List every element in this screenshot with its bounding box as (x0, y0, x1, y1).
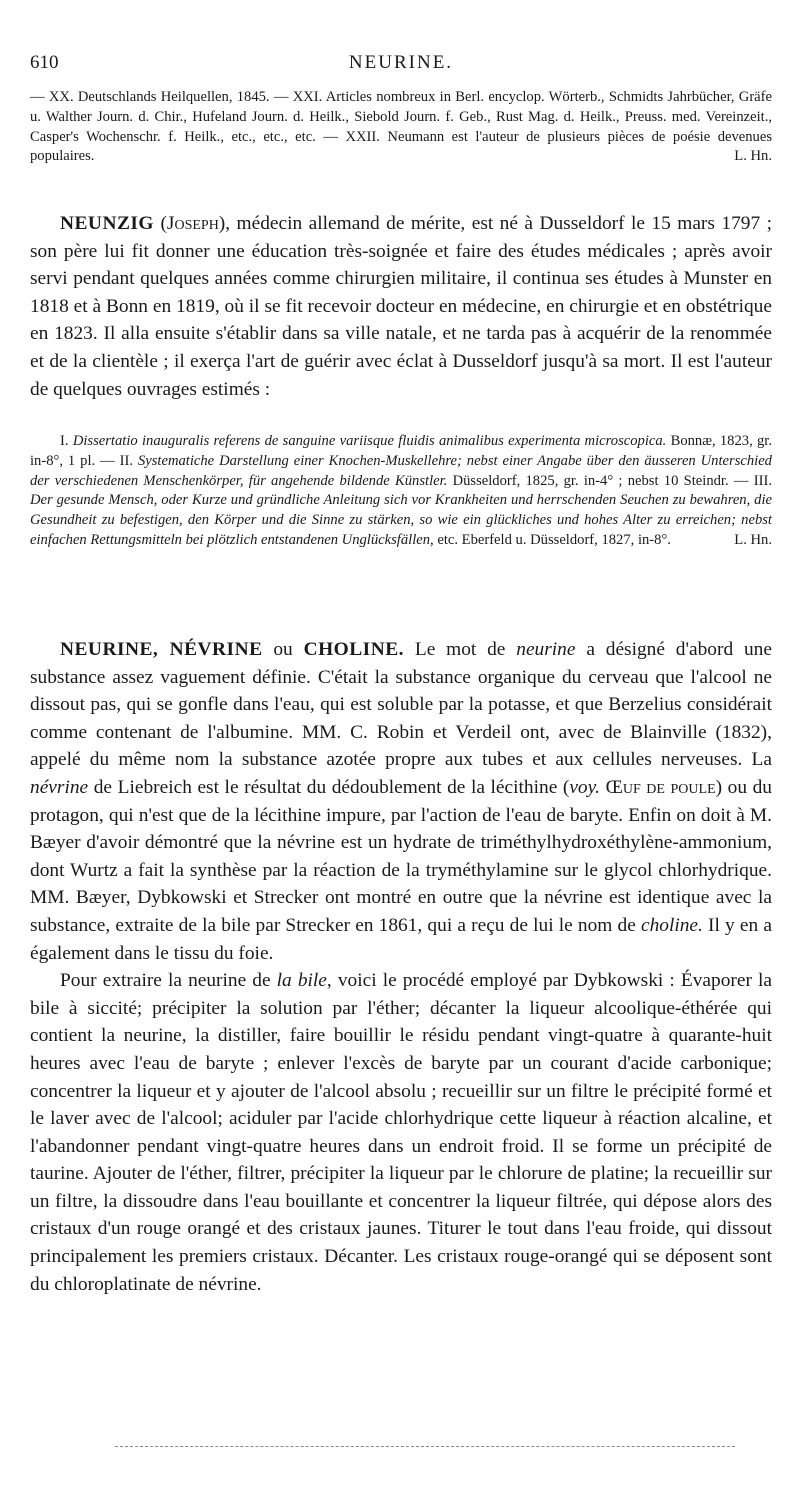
neurine-text: Pour extraire la neurine de (60, 970, 271, 992)
work-2-number: — II. (100, 452, 134, 469)
work-3-publication: etc. Eberfeld u. Düsseldorf, 1827, in-8°. (437, 531, 671, 548)
work-1-title: Dissertatio inauguralis referens de sanguine variisque fluidis animalibus experimenta microscopica. (72, 433, 667, 449)
work-3-title: Der gesunde Mensch, oder Kurze und gründliche Anleitung sich vor Krankheiten und herrschenden Seuchen zu bewahren, die Gesundheit zu befestigen, den Körper und die Sinne zu stärken, so wie ein glückliches und hohes Alter zu erreichen; nebst einfachen Rettungsmitteln bei plötzlich entstandenen Unglücksfällen, (30, 492, 772, 548)
headword-neurine: NEURINE, NÉVRINE (60, 639, 263, 660)
neurine-text: Le mot de (414, 639, 506, 660)
neurine-text: Il y en a également dans le tissu du foie. (30, 914, 772, 964)
neurine-text: ) ou du protagon, qui n'est que de la lécithine impure, par l'action de l'eau de baryte. Enfin on doit à M. Bæyer d'avoir démontré que la névrine est un hydrate de triméthylhydroxéthylène-ammonium, dont Wurtz a fait la synthèse par la réaction de la tryméthylamine sur le glycol chlorhydrique. MM. Bæyer, Dybkowski et Strecker ont montré en outre que la névrine est identique avec la substance, extraite de la bile par Strecker en 1861, qui a reçu de lui le nom de (30, 776, 773, 936)
term-neurine: neurine (516, 639, 576, 660)
neunzig-signature: L. Hn. (734, 531, 772, 548)
prev-entry-signature: L. Hn. (734, 148, 772, 165)
term-bile: la bile (276, 970, 327, 992)
work-2-title: Systematiche Darstellung einer Knochen-Muskellehre; nebst einer Angabe über den äusseren Unterschied der verschiedenen Menschenkörper, für angehende bildende Künstler. (30, 452, 772, 489)
work-2-publication: Düsseldorf, 1825, gr. in-4° ; nebst 10 Steindr. (452, 472, 729, 489)
work-1-publication: Bonnæ, 1823, gr. in-8°, 1 pl. (30, 433, 773, 469)
work-1-number: I. (60, 433, 69, 449)
headword-neunzig: NEUNZIG (60, 213, 155, 234)
term-nevrine: névrine (30, 776, 89, 798)
entry-neurine (30, 636, 772, 1298)
neurine-text: de Liebreich est le résultat du dédoublement de la lécithine ( (93, 776, 570, 798)
neunzig-given-name: (Joseph), (160, 213, 231, 234)
running-title: NEURINE. (348, 52, 454, 73)
page-header (30, 52, 772, 80)
headword-choline: CHOLINE. (303, 639, 405, 660)
see-also-abbrev: voy. (569, 776, 601, 798)
headword-connector: ou (273, 639, 293, 660)
entry-neunzig (30, 210, 772, 403)
page-number: 610 (30, 52, 59, 73)
neunzig-bibliography (30, 432, 772, 551)
footer-rule (115, 1446, 735, 1449)
neurine-paragraph-2 (30, 967, 772, 1298)
neunzig-text: médecin allemand de mérite, est né à Dusseldorf le 15 mars 1797 ; son père lui fit donner une éducation très-soignée et faire des études médicales ; après avoir servi pendant quelques années comme chirurgien militaire, il continua ses études à Munster en 1818 et à Bonn en 1819, où il se fit recevoir docteur en médecine, en chirurgie et en obstétrique en 1823. Il alla ensuite s'établir dans sa ville natale, et ne tarda pas à acquérir de la renommée et de la clientèle ; il exerça l'art de guérir avec éclat à Dusseldorf jusqu'à sa mort. Il est l'auteur de quelques ouvrages estimés : (30, 213, 772, 400)
term-choline: choline. (640, 914, 703, 936)
neurine-text: , voici le procédé employé par Dybkowski : Évaporer la bile à siccité; précipiter la solution par l'éther; décanter la liqueur alcoolique-éthérée qui contient la neurine, la distiller, faire bouillir le résidu pendant vingt-quatre à quarante-huit heures avec l'eau de baryte ; enlever l'excès de baryte par un courant d'acide carbonique; concentrer la liqueur et y ajouter de l'alcool absolu ; recueillir sur un filtre le précipité formé et le laver avec de l'alcool; aciduler par l'acide chlorhydrique cette liqueur à réaction alcaline, et l'abandonner pendant vingt-quatre heures dans un endroit froid. Il se forme un précipité de taurine. Ajouter de l'éther, filtrer, précipiter la liqueur par le chlorure de platine; la recueillir sur un filtre, la dissoudre dans l'eau bouillante et concentrer la liqueur filtrée, qui dépose alors des cristaux d'un rouge orangé et des cristaux jaunes. Titurer le tout dans l'eau froide, qui dissout principalement les premiers cristaux. Décanter. Les cristaux rouge-orangé qui se déposent sont du chloroplatinate de névrine. (30, 970, 772, 1295)
neurine-text: a désigné d'abord une substance assez vaguement définie. C'était la substance organique du cerveau que l'alcool ne dissout pas, qui se gonfle dans l'eau, qui est soluble par la potasse, et que Berzelius considérait comme contenant de l'albumine. MM. C. Robin et Verdeil ont, avec de Blainville (1832), appelé du même nom la substance azotée propre aux tubes et aux cellules nerveuses. La (30, 639, 772, 771)
work-3-number: — III. (733, 472, 772, 489)
neurine-paragraph-1 (30, 636, 772, 967)
cross-reference: Œuf de poule (605, 776, 716, 798)
prev-entry-text: — XX. Deutschlands Heilquellen, 1845. — XXI. Articles nombreux in Berl. encyclop. Wörterb., Schmidts Jahrbücher, Gräfe u. Walther Journ. d. Chir., Hufeland Journ. d. Heilk., Siebold Journ. f. Geb., Rust Mag. d. Heilk., Preuss. med. Vereinzeit., Casper's Wochenschr. f. Heilk., etc., etc., etc. — XXII. Neumann est l'auteur de plusieurs pièces de poésie devenues populaires. (30, 89, 772, 165)
prev-entry-tail (30, 88, 772, 167)
